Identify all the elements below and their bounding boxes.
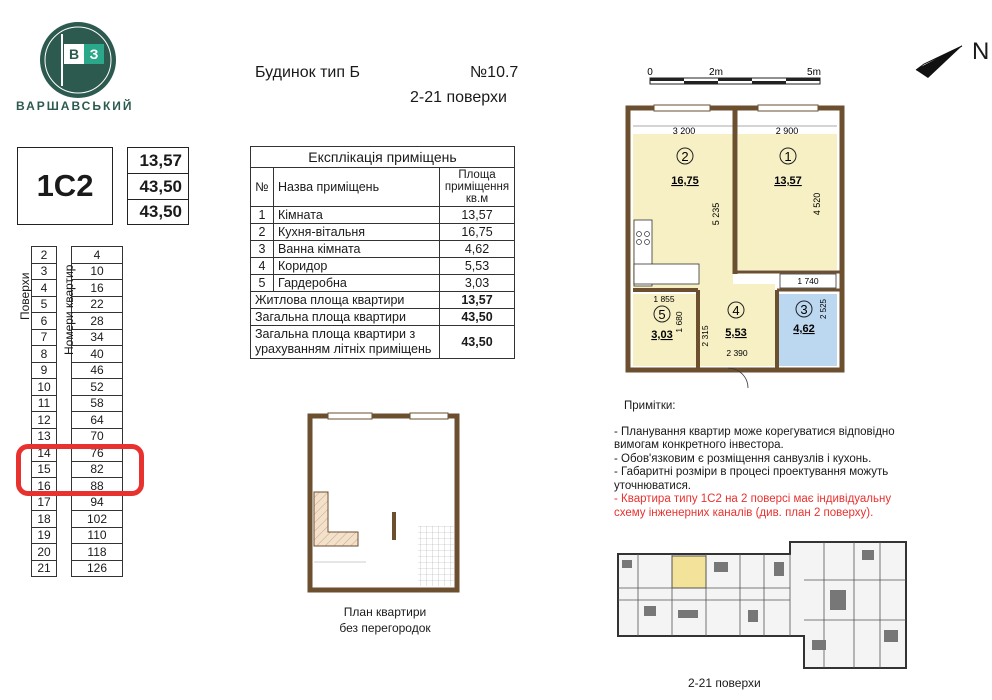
north-arrow-icon (914, 44, 964, 80)
scale-5m: 5m (807, 67, 821, 78)
floor-cell: 2 (32, 247, 57, 264)
floor-cell: 6 (32, 313, 57, 330)
numbers-side-cell (57, 511, 72, 528)
svg-text:3,03: 3,03 (651, 329, 673, 341)
room-no-cell: 2 (251, 224, 274, 241)
room-area-cell: 16,75 (440, 224, 515, 241)
note-item-red: - Квартира типу 1С2 на 2 поверсі має індивідуальну схему інженерних каналів (див. план 2 поверху). (614, 493, 892, 519)
apartment-number-cell: 82 (72, 461, 123, 478)
logo-letter-v: В (68, 46, 80, 62)
dim-1680: 1 680 (674, 311, 684, 333)
apartment-number-cell: 58 (72, 395, 123, 412)
numbers-side-cell (57, 247, 72, 264)
apartment-number-cell: 94 (72, 494, 123, 511)
floor-cell: 8 (32, 346, 57, 363)
highlight-ring (16, 444, 144, 496)
plan-number: №10.7 (470, 64, 519, 81)
floor-row (17, 560, 123, 577)
dim-2525: 2 525 (819, 298, 828, 320)
numbers-side-cell (57, 494, 72, 511)
brand-logo-icon (38, 20, 118, 100)
dim-2315: 2 315 (700, 325, 710, 347)
numbers-side-cell (57, 544, 72, 561)
room-area-cell: 3,03 (440, 275, 515, 292)
svg-text:4,62: 4,62 (793, 323, 815, 335)
total-summer-value: 43,50 (440, 326, 515, 359)
room-area-cell: 4,62 (440, 241, 515, 258)
room-name-cell: Гардеробна (274, 275, 440, 292)
floor-cell: 3 (32, 263, 57, 280)
floors-side-cell (17, 544, 32, 561)
floors-side-cell (17, 511, 32, 528)
floor-cell: 7 (32, 329, 57, 346)
room-name-cell: Ванна кімната (274, 241, 440, 258)
floor-row (17, 395, 123, 412)
total-living-label: Житлова площа квартири (251, 292, 440, 309)
room-no-cell: 5 (251, 275, 274, 292)
floor-row (17, 362, 123, 379)
dim-2390: 2 390 (726, 348, 748, 358)
apartment-number-cell: 22 (72, 296, 123, 313)
floor-row (17, 428, 123, 445)
floor-cell: 20 (32, 544, 57, 561)
floor-cell: 17 (32, 494, 57, 511)
floor-cell: 5 (32, 296, 57, 313)
floor-cell: 11 (32, 395, 57, 412)
room-no-cell: 4 (251, 258, 274, 275)
col-area-header: Площа приміщення кв.м (440, 168, 515, 207)
apartment-number-cell: 126 (72, 560, 123, 577)
apartment-floor-plan (624, 104, 846, 388)
floors-side-cell (17, 428, 32, 445)
numbers-side-cell (57, 527, 72, 544)
north-label: N (972, 38, 990, 65)
apartment-number-cell: 28 (72, 313, 123, 330)
total-area-value: 43,50 (440, 309, 515, 326)
apartment-numbers-column-label: Номери квартир (62, 264, 76, 355)
numbers-side-cell (57, 412, 72, 429)
floor-row (17, 379, 123, 396)
floor-cell: 14 (32, 445, 57, 462)
building-key-plan (614, 540, 910, 670)
apartment-number-cell: 46 (72, 362, 123, 379)
svg-text:5: 5 (658, 307, 666, 322)
explication-title: Експлікація приміщень (251, 147, 515, 168)
floors-side-cell (17, 346, 32, 363)
apartment-number-cell: 52 (72, 379, 123, 396)
floor-cell: 12 (32, 412, 57, 429)
numbers-side-cell (57, 362, 72, 379)
room-name-cell: Кімната (274, 207, 440, 224)
notes-title: Примітки: (624, 400, 676, 412)
dim-3200: 3 200 (672, 126, 696, 136)
numbers-side-cell (57, 560, 72, 577)
explication-table (250, 146, 515, 359)
open-plan-caption (305, 604, 465, 636)
floors-side-cell (17, 247, 32, 264)
numbers-side-cell (57, 428, 72, 445)
floor-row (17, 412, 123, 429)
dim-1855: 1 855 (653, 294, 675, 304)
room-name-cell: Кухня-вітальня (274, 224, 440, 241)
area-living: 13,57 (127, 147, 189, 173)
floor-cell: 21 (32, 560, 57, 577)
apartment-number-cell: 118 (72, 544, 123, 561)
floors-side-cell (17, 527, 32, 544)
floors-range: 2-21 поверхи (410, 89, 507, 106)
floor-row (17, 544, 123, 561)
notes-block (614, 400, 924, 520)
room-area-cell: 13,57 (440, 207, 515, 224)
room-no-cell: 1 (251, 207, 274, 224)
floors-column-label: Поверхи (18, 272, 32, 320)
dim-1740: 1 740 (797, 276, 819, 286)
explication-row (251, 275, 515, 292)
apartment-number-cell: 40 (72, 346, 123, 363)
svg-text:2: 2 (681, 149, 689, 164)
apartment-number-cell: 102 (72, 511, 123, 528)
svg-text:1: 1 (784, 149, 792, 164)
room-area-cell: 5,53 (440, 258, 515, 275)
floors-side-cell (17, 395, 32, 412)
apartment-number-cell: 10 (72, 263, 123, 280)
explication-row (251, 258, 515, 275)
open-plan-caption-line2: без перегородок (339, 621, 431, 635)
apartment-number-cell: 76 (72, 445, 123, 462)
area-total-summer: 43,50 (127, 199, 189, 225)
logo-letter-z: З (89, 46, 99, 62)
brand-name: ВАРШАВСЬКИЙ (16, 99, 134, 113)
floors-side-cell (17, 329, 32, 346)
floor-cell: 16 (32, 478, 57, 495)
total-area-label: Загальна площа квартири (251, 309, 440, 326)
scale-0: 0 (647, 67, 653, 78)
key-plan-caption: 2-21 поверхи (688, 676, 761, 690)
svg-text:13,57: 13,57 (774, 175, 802, 187)
dim-5235: 5 235 (711, 202, 721, 226)
explication-row (251, 241, 515, 258)
note-item: - Обов'язковим є розміщення санвузлів і кухонь. (614, 452, 872, 465)
col-no-header: № (251, 168, 274, 207)
apartment-number-cell: 88 (72, 478, 123, 495)
apartment-number-cell: 34 (72, 329, 123, 346)
total-summer-label: Загальна площа квартири з урахуванням літніх приміщень (251, 326, 440, 359)
note-item: - Планування квартир може корегуватися відповідно вимогам конкретного інвестора. (614, 425, 895, 451)
apartment-number-cell: 64 (72, 412, 123, 429)
floor-cell: 18 (32, 511, 57, 528)
floor-cell: 4 (32, 280, 57, 297)
apartment-code: 1С2 (17, 147, 113, 225)
floor-cell: 9 (32, 362, 57, 379)
floor-cell: 15 (32, 461, 57, 478)
apartment-number-cell: 16 (72, 280, 123, 297)
building-type: Будинок тип Б (255, 64, 360, 81)
dim-4520: 4 520 (812, 192, 822, 216)
floors-side-cell (17, 560, 32, 577)
total-living-value: 13,57 (440, 292, 515, 309)
floor-row (17, 527, 123, 544)
floors-side-cell (17, 494, 32, 511)
apartment-number-cell: 70 (72, 428, 123, 445)
floor-cell: 10 (32, 379, 57, 396)
area-total: 43,50 (127, 173, 189, 199)
floors-side-cell (17, 362, 32, 379)
dim-2900: 2 900 (775, 126, 799, 136)
open-plan-caption-line1: План квартири (343, 605, 427, 619)
scale-bar (648, 66, 823, 88)
svg-text:4: 4 (732, 303, 740, 318)
svg-text:3: 3 (800, 302, 808, 317)
explication-row (251, 224, 515, 241)
floor-row (17, 511, 123, 528)
floors-side-cell (17, 379, 32, 396)
numbers-side-cell (57, 379, 72, 396)
open-floor-plan (306, 412, 461, 594)
explication-row (251, 207, 515, 224)
col-name-header: Назва приміщень (274, 168, 440, 207)
numbers-side-cell (57, 395, 72, 412)
note-item: - Габаритні розміри в процесі проектування можуть уточнюватися. (614, 466, 889, 492)
floor-cell: 13 (32, 428, 57, 445)
apartment-number-cell: 110 (72, 527, 123, 544)
apartment-type-box (17, 147, 182, 225)
floor-row (17, 247, 123, 264)
apartment-number-cell: 4 (72, 247, 123, 264)
room-no-cell: 3 (251, 241, 274, 258)
room-name-cell: Коридор (274, 258, 440, 275)
floor-row (17, 494, 123, 511)
floors-side-cell (17, 412, 32, 429)
floor-cell: 19 (32, 527, 57, 544)
svg-text:16,75: 16,75 (671, 175, 699, 187)
svg-text:5,53: 5,53 (725, 327, 747, 339)
scale-2m: 2m (709, 67, 723, 78)
